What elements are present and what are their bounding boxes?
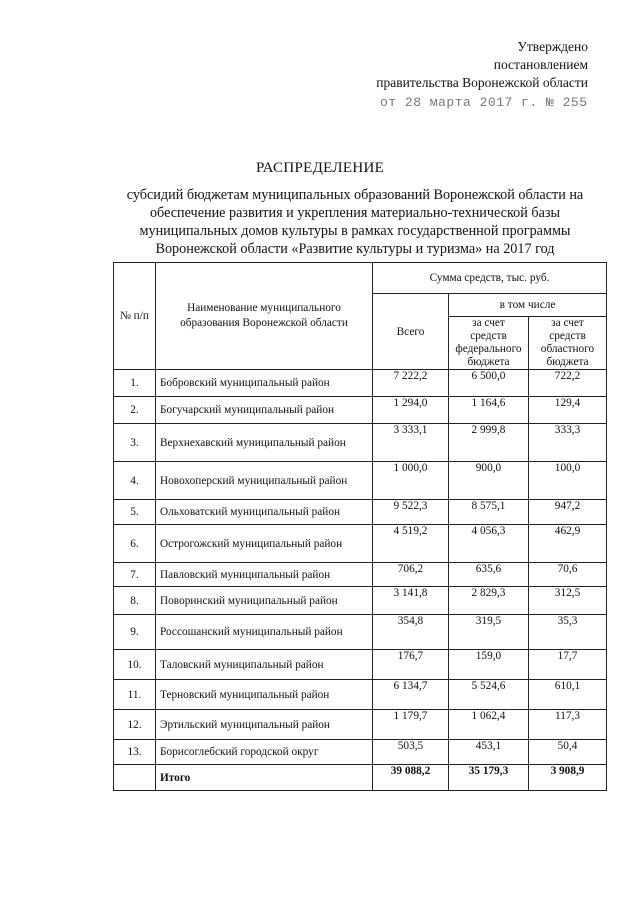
row-name: Поворинский муниципальный район	[156, 587, 373, 615]
row-federal: 4 056,3	[449, 525, 529, 563]
approval-date-stamp: от 28 марта 2017 г. № 255	[380, 95, 588, 110]
row-total: 3 333,1	[373, 424, 449, 462]
row-num: 5.	[114, 500, 156, 525]
header-federal: за счет средств федерального бюджета	[449, 317, 529, 370]
table-row	[114, 710, 607, 740]
header-sum: Сумма средств, тыс. руб.	[373, 263, 607, 294]
row-regional: 333,3	[529, 424, 607, 462]
row-name: Острогожский муниципальный район	[156, 525, 373, 563]
row-federal: 900,0	[449, 462, 529, 500]
totals-total: 39 088,2	[373, 765, 449, 791]
row-total: 4 519,2	[373, 525, 449, 563]
row-num: 4.	[114, 462, 156, 500]
row-total: 176,7	[373, 650, 449, 680]
document-title: РАСПРЕДЕЛЕНИЕ	[255, 160, 385, 176]
row-total: 7 222,2	[373, 370, 449, 397]
table-row	[114, 462, 607, 500]
header-total: Всего	[373, 294, 449, 370]
table-body	[114, 370, 607, 791]
row-regional: 312,5	[529, 587, 607, 615]
row-name: Россошанский муниципальный район	[156, 615, 373, 650]
approval-line-3: правительства Воронежской области	[376, 75, 588, 90]
row-regional: 35,3	[529, 615, 607, 650]
table-row	[114, 563, 607, 587]
row-num: 6.	[114, 525, 156, 563]
row-regional: 462,9	[529, 525, 607, 563]
table-header	[114, 263, 607, 370]
totals-federal: 35 179,3	[449, 765, 529, 791]
header-including: в том числе	[449, 294, 607, 317]
table-row	[114, 680, 607, 710]
row-federal: 159,0	[449, 650, 529, 680]
row-federal: 319,5	[449, 615, 529, 650]
row-regional: 117,3	[529, 710, 607, 740]
row-federal: 8 575,1	[449, 500, 529, 525]
table-row	[114, 615, 607, 650]
row-regional: 947,2	[529, 500, 607, 525]
table-row	[114, 587, 607, 615]
row-regional: 70,6	[529, 563, 607, 587]
row-num: 13.	[114, 740, 156, 765]
row-name: Павловский муниципальный район	[156, 563, 373, 587]
row-num: 10.	[114, 650, 156, 680]
approval-line-1: Утверждено	[517, 39, 588, 54]
row-name: Верхнехавский муниципальный район	[156, 424, 373, 462]
approval-line-2: постановлением	[493, 57, 588, 72]
row-federal: 1 062,4	[449, 710, 529, 740]
row-name: Бобровский муниципальный район	[156, 370, 373, 397]
distribution-table	[113, 262, 607, 791]
row-name: Таловский муниципальный район	[156, 650, 373, 680]
table-row	[114, 650, 607, 680]
table-row	[114, 370, 607, 397]
row-total: 3 141,8	[373, 587, 449, 615]
document-subtitle: субсидий бюджетам муниципальных образований Воронежской области на обеспечение развития и укрепления материально-технической базы муниципальных домов культуры в рамках государственной программы Воронежской области «Развитие культуры и туризма» на 2017 год	[126, 187, 584, 257]
row-num: 1.	[114, 370, 156, 397]
row-num: 3.	[114, 424, 156, 462]
row-regional: 50,4	[529, 740, 607, 765]
row-name: Эртильский муниципальный район	[156, 710, 373, 740]
approval-block	[376, 38, 588, 92]
row-name: Богучарский муниципальный район	[156, 397, 373, 424]
row-name: Новохоперский муниципальный район	[156, 462, 373, 500]
header-regional: за счет средств областного бюджета	[529, 317, 607, 370]
row-name: Борисоглебский городской округ	[156, 740, 373, 765]
totals-regional: 3 908,9	[529, 765, 607, 791]
totals-num-cell	[114, 765, 156, 791]
row-total: 9 522,3	[373, 500, 449, 525]
table-row	[114, 397, 607, 424]
row-num: 7.	[114, 563, 156, 587]
header-num: № п/п	[114, 263, 156, 370]
row-regional: 100,0	[529, 462, 607, 500]
totals-row	[114, 765, 607, 791]
row-num: 9.	[114, 615, 156, 650]
row-federal: 2 829,3	[449, 587, 529, 615]
row-num: 11.	[114, 680, 156, 710]
row-federal: 5 524,6	[449, 680, 529, 710]
row-total: 354,8	[373, 615, 449, 650]
row-federal: 6 500,0	[449, 370, 529, 397]
table-row	[114, 424, 607, 462]
row-federal: 1 164,6	[449, 397, 529, 424]
row-federal: 2 999,8	[449, 424, 529, 462]
row-total: 1 000,0	[373, 462, 449, 500]
row-total: 706,2	[373, 563, 449, 587]
row-name: Терновский муниципальный район	[156, 680, 373, 710]
row-num: 8.	[114, 587, 156, 615]
row-regional: 722,2	[529, 370, 607, 397]
totals-label: Итого	[156, 765, 373, 791]
table-row	[114, 500, 607, 525]
row-regional: 17,7	[529, 650, 607, 680]
row-num: 2.	[114, 397, 156, 424]
row-regional: 129,4	[529, 397, 607, 424]
row-regional: 610,1	[529, 680, 607, 710]
row-federal: 453,1	[449, 740, 529, 765]
table-row	[114, 525, 607, 563]
header-name: Наименование муниципального образования Воронежской области	[156, 263, 373, 370]
table-row	[114, 740, 607, 765]
row-federal: 635,6	[449, 563, 529, 587]
row-total: 1 294,0	[373, 397, 449, 424]
row-total: 503,5	[373, 740, 449, 765]
row-name: Ольховатский муниципальный район	[156, 500, 373, 525]
row-total: 1 179,7	[373, 710, 449, 740]
row-num: 12.	[114, 710, 156, 740]
row-total: 6 134,7	[373, 680, 449, 710]
